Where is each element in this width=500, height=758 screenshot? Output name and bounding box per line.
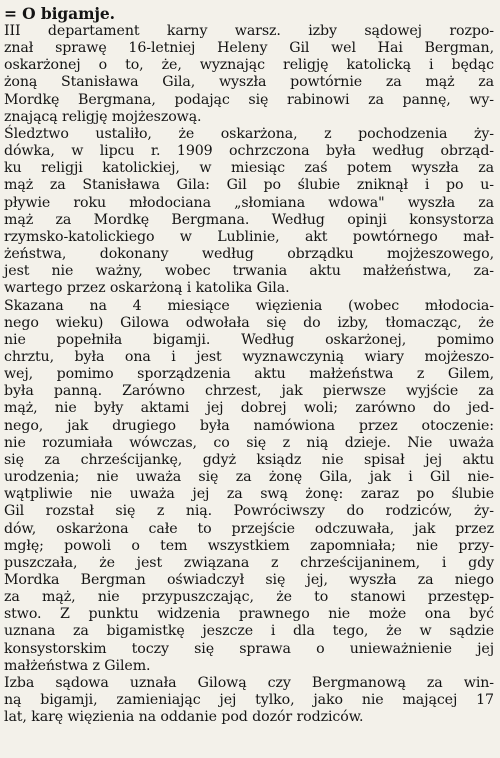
text-line: mgłę; powoli o tem wszystkiem zapomniała; nie przy- <box>4 537 494 554</box>
text-line: Mordka Bergman oświadczył się jej, wyszła za niego <box>4 572 494 588</box>
text-line: nie rozumiała wówczas, co się z nią dzieje. Nie uważa <box>4 434 494 451</box>
text-line: znał sprawę 16-letniej Heleny Gil wel Hai Bergman, <box>4 40 494 57</box>
article-paragraph <box>4 675 494 726</box>
text-line: za mąż, nie przypuszczając, że to stanowi przestęp- <box>4 589 494 606</box>
text-line: małżeństwa z Gilem. <box>4 657 151 674</box>
text-line: żeństwa, dokonany według obrządku mojżeszowego, <box>4 246 494 263</box>
text-line: rzymsko-katolickiego w Lublinie, akt powtórnego mał- <box>4 228 494 245</box>
text-line: mąż za Stanisława Gila: Gil po ślubie zniknął i po u- <box>4 177 494 194</box>
text-line: III departament karny warsz. izby sądowej rozpo- <box>4 23 494 39</box>
article-column <box>4 4 494 726</box>
text-line: konsystorskim toczy się sprawa o unieważnienie jej <box>4 640 494 657</box>
text-line: nie popełniła bigamji. Według oskarżonej, pomimo <box>4 331 494 348</box>
text-line: pływie roku młodociana „słomiana wdowa" wyszła za <box>4 194 494 211</box>
text-line: Gil rozstał się z nią. Powróciwszy do rodziców, ży- <box>4 503 494 520</box>
text-line: lat, karę więzienia na oddanie pod dozór rodziców. <box>4 709 364 726</box>
article-paragraph <box>4 298 494 675</box>
text-line: żoną Stanisława Gila, wyszła powtórnie za mąż za <box>4 74 494 91</box>
text-line: uznana za bigamistkę jeszcze i dla tego, że w sądzie <box>4 623 494 640</box>
text-line: wej, pomimo sporządzenia aktu małżeństwa z Gilem, <box>4 366 494 383</box>
text-line: wątpliwie nie uważa jej za swą żonę: zaraz po ślubie <box>4 486 494 503</box>
text-line: dów, oskarżona całe to przejście odczuwała, jak przez <box>4 520 494 537</box>
text-line: Skazana na 4 miesiące więzienia (wobec młodocia- <box>4 297 494 314</box>
article-paragraph <box>4 126 494 298</box>
text-line: nego wieku) Gilowa odwołała się do izby, tłomacząc, że <box>4 314 494 331</box>
text-line: nego, jak drugiego była namówiona przez otoczenie: <box>4 417 494 434</box>
text-line: stwo. Z punktu widzenia prawnego nie może ona być <box>4 606 494 623</box>
text-line: wartego przez oskarżoną i katolika Gila. <box>4 280 290 297</box>
text-line: puszczała, że jest związana z chrześcijaninem, i gdy <box>4 554 494 571</box>
text-line: oskarżonej o to, że, wyznając religję katolicką i będąc <box>4 57 494 74</box>
text-line: mąż, nie były aktami jej dobrej woli; zarówno do jed- <box>4 400 494 417</box>
text-line: jest nie ważny, wobec trwania aktu małżeństwa, za- <box>4 263 494 280</box>
text-line: była panną. Zarówno chrzest, jak pierwsze wyjście za <box>4 383 494 400</box>
text-line: Mordkę Bergmana, podając się rabinowi za pannę, wy- <box>4 91 494 108</box>
article-body <box>4 23 494 726</box>
article-paragraph <box>4 23 494 126</box>
text-line: mąż za Mordkę Bergmana. Według opinji konsystorza <box>4 211 494 228</box>
text-line: znającą religję mojżeszową. <box>4 108 202 125</box>
text-line: Śledztwo ustaliło, że oskarżona, z pochodzenia ży- <box>4 125 494 142</box>
article-title: = O bigamje. <box>4 4 115 23</box>
text-line: ną bigamji, zamieniając jej tylko, jako nie mającej 17 <box>4 692 494 709</box>
text-line: Izba sądowa uznała Gilową czy Bergmanową za win- <box>4 674 494 691</box>
text-line: chrztu, była ona i jest wyznawczynią wiary mojżeszo- <box>4 348 494 365</box>
text-line: się za chrześcijankę, gdyż ksiądz nie spisał jej aktu <box>4 451 494 468</box>
text-line: dówka, w lipcu r. 1909 ochrzczona była według obrząd- <box>4 143 494 160</box>
text-line: ku religji katolickiej, w miesiąc zaś potem wyszła za <box>4 160 494 177</box>
text-line: urodzenia; nie uważa się za żonę Gila, jak i Gil nie- <box>4 469 494 486</box>
